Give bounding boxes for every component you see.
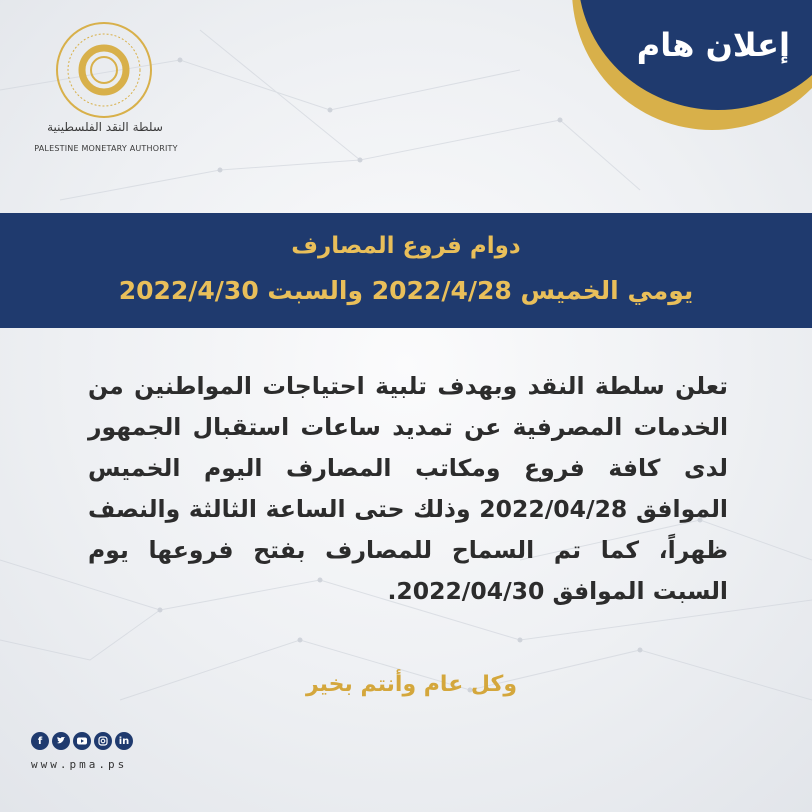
facebook-icon[interactable]: f <box>31 732 49 750</box>
website-link[interactable]: www.pma.ps <box>31 758 128 771</box>
twitter-icon[interactable] <box>52 732 70 750</box>
pma-seal-icon <box>54 20 154 120</box>
title-banner <box>0 213 812 328</box>
banner-title: دوام فروع المصارف <box>291 233 521 259</box>
banner-dates: يومي الخميس 2022/4/28 والسبت 2022/4/30 <box>118 276 694 305</box>
youtube-icon[interactable] <box>73 732 91 750</box>
logo-arabic-name: سلطة النقد الفلسطينية <box>47 120 163 134</box>
instagram-icon[interactable] <box>94 732 112 750</box>
greeting-text: وكل عام وأنتم بخير <box>306 672 517 697</box>
announcement-body: تعلن سلطة النقد وبهدف تلبية احتياجات المواطنين من الخدمات المصرفية عن تمديد ساعات استقبال الجمهور لدى كافة فروع ومكاتب المصارف اليوم الخميس الموافق 2022/04/28 وذلك حتى الساعة الثالثة والنصف ظهراً، كما تم السماح للمصارف بفتح فروعها يوم السبت الموافق 2022/04/30. <box>88 372 728 605</box>
badge-title: إعلان هام <box>636 26 790 64</box>
social-icons <box>31 732 133 750</box>
announcement-badge <box>552 0 812 140</box>
logo-english-name: PALESTINE MONETARY AUTHORITY <box>34 144 178 153</box>
linkedin-icon[interactable]: in <box>115 732 133 750</box>
